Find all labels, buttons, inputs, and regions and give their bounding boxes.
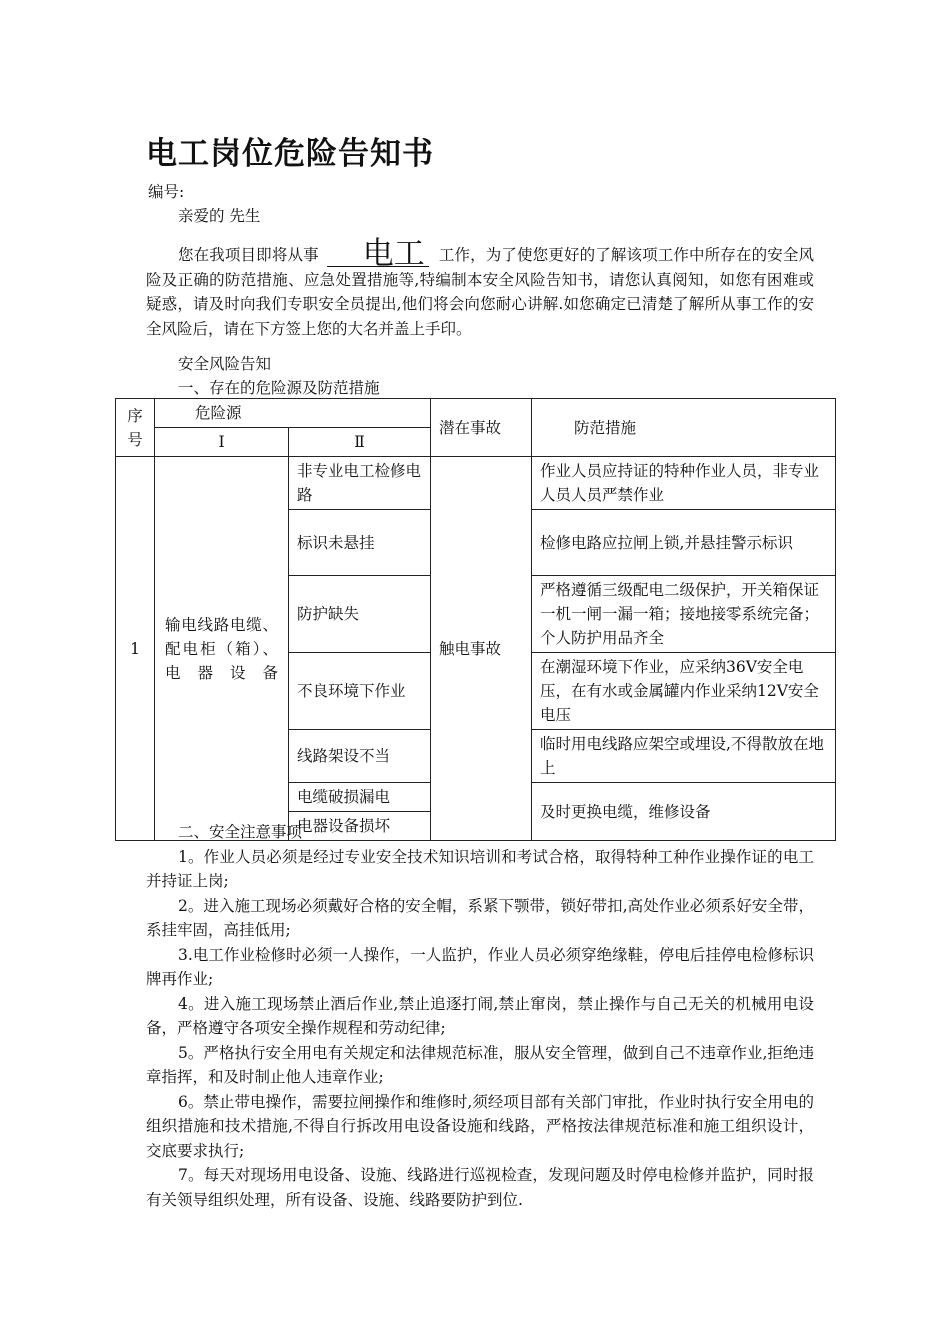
hazard-item: 线路架设不当 [289,730,431,783]
note-item: 6。禁止带电操作，需要拉闸操作和维修时,须经项目部有关部门审批，作业时执行安全用电的组织措施和技术措施,不得自行拆改用电设备设施和线路，严格按法律规范标准和施工组织设计，交底要求执行; [146,1092,814,1160]
measure-item: 检修电路应拉闸上锁,并悬挂警示标识 [532,510,836,576]
header-level-2: Ⅱ [289,428,431,457]
accident-value: 触电事故 [431,457,532,841]
note-item: 7。每天对现场用电设备、设施、线路进行巡视检查，发现问题及时停电检修并监护，同时报有关领导组织处理，所有设备、设施、线路要防护到位. [146,1166,814,1209]
hazard-table [115,398,836,841]
hazard-item: 电器设备损坏 [289,812,431,841]
header-measures: 防范措施 [532,399,836,457]
table-row [116,457,836,510]
measure-item: 作业人员应持证的特种作业人员，非专业人员人员严禁作业 [532,457,836,510]
header-hazard: 危险源 [155,399,431,428]
subsection-notes: 二、安全注意事项 [178,823,303,841]
note-item: 5。严格执行安全用电有关规定和法律规范标准，服从安全管理，做到自己不违章作业,拒绝违章指挥，和及时制止他人违章作业; [146,1043,814,1086]
intro-paragraph [146,236,814,341]
section-title: 安全风险告知 [178,355,272,373]
safety-notes [146,820,814,1212]
note-item: 2。进入施工现场必须戴好合格的安全帽，系紧下颚带，锁好带扣,高处作业必须系好安全带，系挂牢固，高挂低用; [146,896,814,939]
document-number-label: 编号: [148,183,185,201]
measure-item: 在潮湿环境下作业，应采纳36V安全电压，在有水或金属罐内作业采纳12V安全电压 [532,653,836,730]
hazard-item: 防护缺失 [289,576,431,653]
hazard-item: 不良环境下作业 [289,653,431,730]
document-title: 电工岗位危险告知书 [146,136,434,172]
hazard-item: 标识未悬挂 [289,510,431,576]
intro-after: 工作，为了使您更好的了解该项工作中所存在的安全风险及正确的防范措施、应急处置措施等,特编制本安全风险告知书，请您认真阅知，如您有困难或疑惑，请及时向我们专职安全员提出,他们将会向您耐心讲解.如您确定已清楚了解所从事工作的安全风险后，请在下方签上您的大名并盖上手印。 [146,246,814,338]
hazard-item: 非专业电工检修电路 [289,457,431,510]
job-title-blank: 电工 [327,242,429,267]
row-seq: 1 [116,457,155,841]
measure-item: 及时更换电缆，维修设备 [532,783,836,841]
hazard-level-1: 输电线路电缆、配电柜（箱）、电器设备 [155,457,289,841]
note-item: 4。进入施工现场禁止酒后作业,禁止追逐打闹,禁止窜岗，禁止操作与自己无关的机械用电设备，严格遵守各项安全操作规程和劳动纪律; [146,994,814,1037]
measure-item: 临时用电线路应架空或埋设,不得散放在地上 [532,730,836,783]
header-accident: 潜在事故 [431,399,532,457]
header-level-1: Ⅰ [155,428,289,457]
intro-before: 您在我项目即将从事 [178,246,319,264]
note-item: 3.电工作业检修时必须一人操作，一人监护，作业人员必须穿绝缘鞋，停电后挂停电检修标识牌再作业; [146,945,814,988]
greeting: 亲爱的 先生 [178,207,261,225]
hazard-item: 电缆破损漏电 [289,783,431,812]
table-header-row [116,399,836,428]
measure-item: 严格遵循三级配电二级保护，开关箱保证一机一闸一漏一箱；接地接零系统完备；个人防护用品齐全 [532,576,836,653]
subsection-hazards: 一、存在的危险源及防范措施 [178,379,380,397]
note-item: 1。作业人员必须是经过专业安全技术知识培训和考试合格，取得特种工种作业操作证的电工并持证上岗; [146,847,814,890]
header-seq: 序号 [116,399,155,457]
